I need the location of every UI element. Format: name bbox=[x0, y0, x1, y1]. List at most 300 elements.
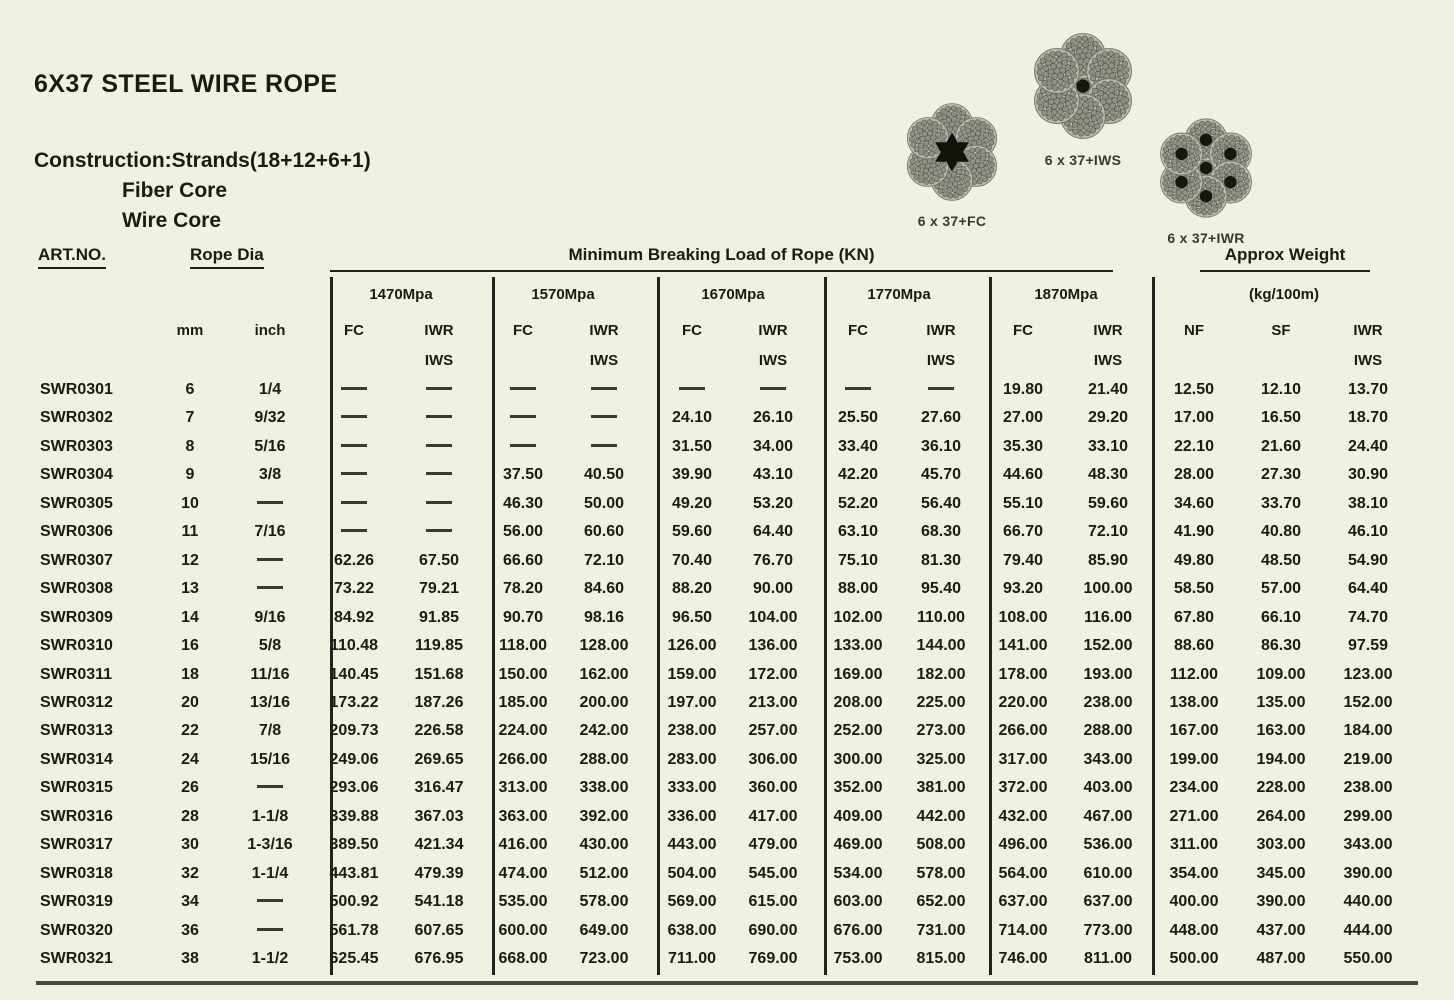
table-row-SWR0303-weight-iwr: 24.40 bbox=[1347, 438, 1389, 455]
table-row-SWR0320-art-no: SWR0320 bbox=[40, 922, 113, 939]
table-row-SWR0316-1770Mpa-iwr: 442.00 bbox=[916, 808, 966, 825]
table-row-SWR0315-1870Mpa-fc: 372.00 bbox=[998, 779, 1048, 796]
table-row-SWR0318-weight-iwr: 390.00 bbox=[1343, 865, 1393, 882]
table-row-SWR0313-1470Mpa-iwr: 226.58 bbox=[414, 722, 464, 739]
table-row-SWR0318-art-no: SWR0318 bbox=[40, 865, 113, 882]
table-row-SWR0314-1770Mpa-iwr: 325.00 bbox=[916, 751, 966, 768]
table-row-SWR0302-1670Mpa-fc: 24.10 bbox=[671, 409, 713, 426]
empty-value-dash bbox=[341, 387, 367, 390]
table-row-SWR0303-1870Mpa-iwr: 33.10 bbox=[1087, 438, 1129, 455]
table-row-SWR0318-mm: 32 bbox=[181, 865, 199, 882]
table-row-SWR0304-1470Mpa-fc bbox=[341, 466, 367, 484]
table-row-SWR0303-1670Mpa-iwr: 34.00 bbox=[752, 438, 794, 455]
table-row-SWR0306-weight-nf: 41.90 bbox=[1173, 523, 1215, 540]
table-row-SWR0316-1870Mpa-iwr: 467.00 bbox=[1083, 808, 1133, 825]
breaking-load-underline bbox=[330, 270, 1113, 272]
table-row-SWR0302-1470Mpa-iwr bbox=[426, 409, 452, 427]
table-row-SWR0305-1570Mpa-fc: 46.30 bbox=[502, 495, 544, 512]
table-row-SWR0309-weight-iwr: 74.70 bbox=[1347, 609, 1389, 626]
subheader-iws-1570Mpa: IWS bbox=[589, 352, 619, 369]
table-row-SWR0303-1770Mpa-iwr: 36.10 bbox=[920, 438, 962, 455]
table-row-SWR0310-1870Mpa-fc: 141.00 bbox=[998, 637, 1048, 654]
table-row-SWR0308-mm: 13 bbox=[181, 580, 199, 597]
empty-value-dash bbox=[341, 472, 367, 475]
table-row-SWR0308-1870Mpa-fc: 93.20 bbox=[1002, 580, 1044, 597]
table-row-SWR0309-weight-sf: 66.10 bbox=[1260, 609, 1302, 626]
table-row-SWR0315-weight-sf: 228.00 bbox=[1256, 779, 1306, 796]
table-row-SWR0313-1870Mpa-iwr: 288.00 bbox=[1083, 722, 1133, 739]
subheader-sf: SF bbox=[1271, 322, 1291, 339]
table-row-SWR0315-1470Mpa-iwr: 316.47 bbox=[414, 779, 464, 796]
empty-value-dash bbox=[257, 785, 283, 788]
table-row-SWR0320-weight-nf: 448.00 bbox=[1169, 922, 1219, 939]
table-row-SWR0310-weight-iwr: 97.59 bbox=[1347, 637, 1389, 654]
table-row-SWR0301-1870Mpa-fc: 19.80 bbox=[1002, 381, 1044, 398]
group-separator-1870Mpa bbox=[989, 277, 992, 975]
table-row-SWR0321-1470Mpa-iwr: 676.95 bbox=[414, 950, 464, 967]
approx-weight-underline bbox=[1200, 270, 1370, 272]
table-row-SWR0312-weight-sf: 135.00 bbox=[1256, 694, 1306, 711]
table-row-SWR0311-1570Mpa-fc: 150.00 bbox=[498, 666, 548, 683]
table-row-SWR0311-1770Mpa-fc: 169.00 bbox=[833, 666, 883, 683]
table-row-SWR0319-weight-iwr: 440.00 bbox=[1343, 893, 1393, 910]
empty-value-dash bbox=[510, 387, 536, 390]
table-row-SWR0308-art-no: SWR0308 bbox=[40, 580, 113, 597]
table-row-SWR0317-1770Mpa-iwr: 508.00 bbox=[916, 836, 966, 853]
table-row-SWR0303-weight-sf: 21.60 bbox=[1260, 438, 1302, 455]
table-row-SWR0305-1570Mpa-iwr: 50.00 bbox=[583, 495, 625, 512]
table-row-SWR0320-1670Mpa-fc: 638.00 bbox=[667, 922, 717, 939]
subheader-weight-iwr: IWR bbox=[1353, 322, 1383, 339]
table-row-SWR0313-inch: 7/8 bbox=[258, 722, 282, 739]
table-row-SWR0302-1470Mpa-fc bbox=[341, 409, 367, 427]
table-row-SWR0311-weight-nf: 112.00 bbox=[1169, 666, 1219, 683]
table-row-SWR0304-1870Mpa-iwr: 48.30 bbox=[1087, 466, 1129, 483]
table-row-SWR0313-1670Mpa-fc: 238.00 bbox=[667, 722, 717, 739]
table-row-SWR0303-1470Mpa-iwr bbox=[426, 438, 452, 456]
table-row-SWR0302-art-no: SWR0302 bbox=[40, 409, 113, 426]
empty-value-dash bbox=[426, 472, 452, 475]
table-row-SWR0317-weight-iwr: 343.00 bbox=[1343, 836, 1393, 853]
table-row-SWR0318-1870Mpa-fc: 564.00 bbox=[998, 865, 1048, 882]
table-row-SWR0319-1770Mpa-iwr: 652.00 bbox=[916, 893, 966, 910]
table-row-SWR0305-weight-iwr: 38.10 bbox=[1347, 495, 1389, 512]
subheader-fc-1770Mpa: FC bbox=[848, 322, 868, 339]
subheader-iwr-1470Mpa: IWR bbox=[424, 322, 454, 339]
table-row-SWR0306-1470Mpa-iwr bbox=[426, 523, 452, 541]
table-row-SWR0306-1570Mpa-iwr: 60.60 bbox=[583, 523, 625, 540]
table-row-SWR0310-1470Mpa-iwr: 119.85 bbox=[414, 637, 464, 654]
column-header-rope-dia: Rope Dia bbox=[190, 245, 264, 269]
table-row-SWR0305-1770Mpa-iwr: 56.40 bbox=[920, 495, 962, 512]
table-row-SWR0321-1670Mpa-iwr: 769.00 bbox=[748, 950, 798, 967]
table-row-SWR0307-weight-nf: 49.80 bbox=[1173, 552, 1215, 569]
table-row-SWR0320-1670Mpa-iwr: 690.00 bbox=[748, 922, 798, 939]
table-row-SWR0309-1470Mpa-iwr: 91.85 bbox=[418, 609, 460, 626]
table-row-SWR0311-1870Mpa-fc: 178.00 bbox=[998, 666, 1048, 683]
table-row-SWR0314-1470Mpa-fc: 249.06 bbox=[329, 751, 379, 768]
table-row-SWR0318-1870Mpa-iwr: 610.00 bbox=[1083, 865, 1133, 882]
table-row-SWR0316-weight-sf: 264.00 bbox=[1256, 808, 1306, 825]
table-row-SWR0309-art-no: SWR0309 bbox=[40, 609, 113, 626]
table-row-SWR0309-1870Mpa-iwr: 116.00 bbox=[1083, 609, 1133, 626]
table-row-SWR0317-1870Mpa-iwr: 536.00 bbox=[1083, 836, 1133, 853]
table-row-SWR0321-1770Mpa-fc: 753.00 bbox=[833, 950, 883, 967]
table-row-SWR0312-1670Mpa-iwr: 213.00 bbox=[748, 694, 798, 711]
empty-value-dash bbox=[341, 415, 367, 418]
subheader-fc-1470Mpa: FC bbox=[344, 322, 364, 339]
table-row-SWR0307-1770Mpa-iwr: 81.30 bbox=[920, 552, 962, 569]
table-row-SWR0321-1870Mpa-iwr: 811.00 bbox=[1083, 950, 1133, 967]
table-row-SWR0306-weight-sf: 40.80 bbox=[1260, 523, 1302, 540]
table-row-SWR0307-1470Mpa-iwr: 67.50 bbox=[418, 552, 460, 569]
table-row-SWR0308-weight-sf: 57.00 bbox=[1260, 580, 1302, 597]
table-row-SWR0307-weight-sf: 48.50 bbox=[1260, 552, 1302, 569]
table-row-SWR0320-1870Mpa-fc: 714.00 bbox=[998, 922, 1048, 939]
table-row-SWR0310-1870Mpa-iwr: 152.00 bbox=[1083, 637, 1133, 654]
table-row-SWR0318-1570Mpa-iwr: 512.00 bbox=[579, 865, 629, 882]
table-row-SWR0319-1470Mpa-iwr: 541.18 bbox=[414, 893, 464, 910]
grade-label-1670Mpa: 1670Mpa bbox=[701, 286, 765, 303]
table-row-SWR0312-weight-nf: 138.00 bbox=[1169, 694, 1219, 711]
table-row-SWR0316-1770Mpa-fc: 409.00 bbox=[833, 808, 883, 825]
table-row-SWR0317-1470Mpa-fc: 389.50 bbox=[329, 836, 379, 853]
table-row-SWR0311-art-no: SWR0311 bbox=[40, 666, 113, 683]
table-row-SWR0304-mm: 9 bbox=[185, 466, 195, 483]
table-row-SWR0319-1870Mpa-fc: 637.00 bbox=[998, 893, 1048, 910]
table-row-SWR0309-1670Mpa-fc: 96.50 bbox=[671, 609, 713, 626]
table-row-SWR0309-1570Mpa-iwr: 98.16 bbox=[583, 609, 625, 626]
empty-value-dash bbox=[426, 415, 452, 418]
empty-value-dash bbox=[591, 415, 617, 418]
table-row-SWR0317-weight-nf: 311.00 bbox=[1169, 836, 1219, 853]
table-row-SWR0320-1870Mpa-iwr: 773.00 bbox=[1083, 922, 1133, 939]
table-row-SWR0305-mm: 10 bbox=[181, 495, 199, 512]
table-row-SWR0318-1570Mpa-fc: 474.00 bbox=[498, 865, 548, 882]
table-row-SWR0321-inch: 1-1/2 bbox=[251, 950, 289, 967]
table-row-SWR0307-1670Mpa-iwr: 76.70 bbox=[752, 552, 794, 569]
table-row-SWR0304-1570Mpa-iwr: 40.50 bbox=[583, 466, 625, 483]
empty-value-dash bbox=[257, 558, 283, 561]
table-row-SWR0311-1470Mpa-fc: 140.45 bbox=[329, 666, 379, 683]
table-row-SWR0310-weight-nf: 88.60 bbox=[1173, 637, 1215, 654]
table-row-SWR0306-1770Mpa-fc: 63.10 bbox=[837, 523, 879, 540]
table-row-SWR0315-1870Mpa-iwr: 403.00 bbox=[1083, 779, 1133, 796]
table-row-SWR0307-art-no: SWR0307 bbox=[40, 552, 113, 569]
table-row-SWR0315-1670Mpa-fc: 333.00 bbox=[667, 779, 717, 796]
table-row-SWR0319-mm: 34 bbox=[181, 893, 199, 910]
table-row-SWR0318-inch: 1-1/4 bbox=[251, 865, 289, 882]
table-row-SWR0303-weight-nf: 22.10 bbox=[1173, 438, 1215, 455]
table-row-SWR0315-1570Mpa-fc: 313.00 bbox=[498, 779, 548, 796]
table-row-SWR0307-1670Mpa-fc: 70.40 bbox=[671, 552, 713, 569]
table-row-SWR0314-1470Mpa-iwr: 269.65 bbox=[414, 751, 464, 768]
table-row-SWR0306-1670Mpa-fc: 59.60 bbox=[671, 523, 713, 540]
subheader-iws-1670Mpa: IWS bbox=[758, 352, 788, 369]
table-row-SWR0312-1870Mpa-fc: 220.00 bbox=[998, 694, 1048, 711]
table-row-SWR0320-1470Mpa-fc: 561.78 bbox=[329, 922, 379, 939]
table-row-SWR0301-mm: 6 bbox=[185, 381, 195, 398]
table-row-SWR0314-mm: 24 bbox=[181, 751, 199, 768]
table-row-SWR0310-1470Mpa-fc: 110.48 bbox=[329, 637, 379, 654]
table-row-SWR0303-1470Mpa-fc bbox=[341, 438, 367, 456]
table-row-SWR0314-1570Mpa-fc: 266.00 bbox=[498, 751, 548, 768]
table-row-SWR0313-1870Mpa-fc: 266.00 bbox=[998, 722, 1048, 739]
table-row-SWR0319-1770Mpa-fc: 603.00 bbox=[833, 893, 883, 910]
table-row-SWR0311-weight-iwr: 123.00 bbox=[1343, 666, 1393, 683]
table-row-SWR0321-1470Mpa-fc: 625.45 bbox=[329, 950, 379, 967]
table-row-SWR0312-1770Mpa-fc: 208.00 bbox=[833, 694, 883, 711]
table-row-SWR0314-1670Mpa-iwr: 306.00 bbox=[748, 751, 798, 768]
table-row-SWR0314-art-no: SWR0314 bbox=[40, 751, 113, 768]
table-row-SWR0301-1670Mpa-iwr bbox=[760, 381, 786, 399]
table-row-SWR0308-1670Mpa-iwr: 90.00 bbox=[752, 580, 794, 597]
empty-value-dash bbox=[257, 899, 283, 902]
table-row-SWR0302-1770Mpa-fc: 25.50 bbox=[837, 409, 879, 426]
table-row-SWR0321-1670Mpa-fc: 711.00 bbox=[667, 950, 717, 967]
table-row-SWR0313-weight-iwr: 184.00 bbox=[1343, 722, 1393, 739]
table-row-SWR0314-weight-iwr: 219.00 bbox=[1343, 751, 1393, 768]
table-row-SWR0302-weight-iwr: 18.70 bbox=[1347, 409, 1389, 426]
diagram-caption: 6 x 37+FC bbox=[917, 213, 987, 229]
table-row-SWR0321-weight-sf: 487.00 bbox=[1256, 950, 1306, 967]
table-row-SWR0313-weight-sf: 163.00 bbox=[1256, 722, 1306, 739]
table-row-SWR0318-weight-sf: 345.00 bbox=[1256, 865, 1306, 882]
table-row-SWR0314-inch: 15/16 bbox=[249, 751, 291, 768]
table-row-SWR0304-1770Mpa-fc: 42.20 bbox=[837, 466, 879, 483]
table-row-SWR0310-inch: 5/8 bbox=[258, 637, 282, 654]
table-row-SWR0313-1570Mpa-iwr: 242.00 bbox=[579, 722, 629, 739]
table-row-SWR0315-1770Mpa-fc: 352.00 bbox=[833, 779, 883, 796]
construction-wire-core: Wire Core bbox=[122, 209, 222, 232]
table-row-SWR0310-1770Mpa-iwr: 144.00 bbox=[916, 637, 966, 654]
table-row-SWR0304-art-no: SWR0304 bbox=[40, 466, 113, 483]
table-row-SWR0318-1770Mpa-iwr: 578.00 bbox=[916, 865, 966, 882]
table-row-SWR0303-mm: 8 bbox=[185, 438, 195, 455]
table-row-SWR0303-1770Mpa-fc: 33.40 bbox=[837, 438, 879, 455]
table-row-SWR0306-inch: 7/16 bbox=[254, 523, 286, 540]
table-row-SWR0303-1870Mpa-fc: 35.30 bbox=[1002, 438, 1044, 455]
table-row-SWR0317-1770Mpa-fc: 469.00 bbox=[833, 836, 883, 853]
table-row-SWR0316-inch: 1-1/8 bbox=[251, 808, 289, 825]
empty-value-dash bbox=[510, 415, 536, 418]
table-row-SWR0320-1570Mpa-fc: 600.00 bbox=[498, 922, 548, 939]
table-row-SWR0315-mm: 26 bbox=[181, 779, 199, 796]
table-row-SWR0305-1470Mpa-iwr bbox=[426, 495, 452, 513]
table-row-SWR0305-weight-nf: 34.60 bbox=[1173, 495, 1215, 512]
table-row-SWR0308-weight-iwr: 64.40 bbox=[1347, 580, 1389, 597]
table-row-SWR0307-1870Mpa-fc: 79.40 bbox=[1002, 552, 1044, 569]
table-row-SWR0302-1870Mpa-iwr: 29.20 bbox=[1087, 409, 1129, 426]
table-row-SWR0309-1770Mpa-iwr: 110.00 bbox=[916, 609, 966, 626]
table-row-SWR0302-1870Mpa-fc: 27.00 bbox=[1002, 409, 1044, 426]
table-row-SWR0301-1570Mpa-iwr bbox=[591, 381, 617, 399]
table-row-SWR0308-1870Mpa-iwr: 100.00 bbox=[1083, 580, 1133, 597]
table-row-SWR0321-1570Mpa-fc: 668.00 bbox=[498, 950, 548, 967]
table-row-SWR0311-weight-sf: 109.00 bbox=[1256, 666, 1306, 683]
table-row-SWR0312-inch: 13/16 bbox=[249, 694, 291, 711]
table-row-SWR0307-1570Mpa-fc: 66.60 bbox=[502, 552, 544, 569]
table-row-SWR0314-1870Mpa-fc: 317.00 bbox=[998, 751, 1048, 768]
group-separator-1770Mpa bbox=[824, 277, 827, 975]
table-row-SWR0301-weight-sf: 12.10 bbox=[1260, 381, 1302, 398]
table-row-SWR0316-weight-nf: 271.00 bbox=[1169, 808, 1219, 825]
table-row-SWR0313-1470Mpa-fc: 209.73 bbox=[329, 722, 379, 739]
table-row-SWR0309-1770Mpa-fc: 102.00 bbox=[833, 609, 883, 626]
table-row-SWR0306-1870Mpa-iwr: 72.10 bbox=[1087, 523, 1129, 540]
table-row-SWR0312-1470Mpa-fc: 173.22 bbox=[329, 694, 379, 711]
table-row-SWR0319-art-no: SWR0319 bbox=[40, 893, 113, 910]
table-row-SWR0302-weight-sf: 16.50 bbox=[1260, 409, 1302, 426]
table-row-SWR0317-1570Mpa-fc: 416.00 bbox=[498, 836, 548, 853]
table-row-SWR0321-mm: 38 bbox=[181, 950, 199, 967]
table-row-SWR0317-1670Mpa-fc: 443.00 bbox=[667, 836, 717, 853]
table-row-SWR0310-art-no: SWR0310 bbox=[40, 637, 113, 654]
table-row-SWR0307-inch bbox=[257, 552, 283, 570]
table-row-SWR0315-inch bbox=[257, 779, 283, 797]
table-row-SWR0305-weight-sf: 33.70 bbox=[1260, 495, 1302, 512]
subheader-iws-1870Mpa: IWS bbox=[1093, 352, 1123, 369]
table-row-SWR0318-1470Mpa-fc: 443.81 bbox=[329, 865, 379, 882]
table-row-SWR0301-1770Mpa-iwr bbox=[928, 381, 954, 399]
table-row-SWR0316-mm: 28 bbox=[181, 808, 199, 825]
table-row-SWR0314-1570Mpa-iwr: 288.00 bbox=[579, 751, 629, 768]
table-row-SWR0309-inch: 9/16 bbox=[254, 609, 286, 626]
table-row-SWR0321-1570Mpa-iwr: 723.00 bbox=[579, 950, 629, 967]
table-row-SWR0301-1670Mpa-fc bbox=[679, 381, 705, 399]
table-bottom-rule bbox=[36, 981, 1418, 985]
subheader-inch: inch bbox=[254, 322, 286, 339]
table-row-SWR0304-1470Mpa-iwr bbox=[426, 466, 452, 484]
table-row-SWR0316-1870Mpa-fc: 432.00 bbox=[998, 808, 1048, 825]
empty-value-dash bbox=[426, 387, 452, 390]
table-row-SWR0302-mm: 7 bbox=[185, 409, 195, 426]
table-row-SWR0316-1670Mpa-fc: 336.00 bbox=[667, 808, 717, 825]
table-row-SWR0310-1570Mpa-fc: 118.00 bbox=[498, 637, 548, 654]
table-row-SWR0307-1570Mpa-iwr: 72.10 bbox=[583, 552, 625, 569]
table-row-SWR0307-1470Mpa-fc: 62.26 bbox=[333, 552, 375, 569]
table-row-SWR0320-1470Mpa-iwr: 607.65 bbox=[414, 922, 464, 939]
table-row-SWR0318-weight-nf: 354.00 bbox=[1169, 865, 1219, 882]
empty-value-dash bbox=[341, 529, 367, 532]
table-row-SWR0301-inch: 1/4 bbox=[258, 381, 282, 398]
table-row-SWR0317-weight-sf: 303.00 bbox=[1256, 836, 1306, 853]
table-row-SWR0315-art-no: SWR0315 bbox=[40, 779, 113, 796]
table-row-SWR0306-1670Mpa-iwr: 64.40 bbox=[752, 523, 794, 540]
table-row-SWR0313-mm: 22 bbox=[181, 722, 199, 739]
table-row-SWR0319-1570Mpa-iwr: 578.00 bbox=[579, 893, 629, 910]
grade-label-1770Mpa: 1770Mpa bbox=[867, 286, 931, 303]
grade-label-1470Mpa: 1470Mpa bbox=[369, 286, 433, 303]
table-row-SWR0305-1870Mpa-fc: 55.10 bbox=[1002, 495, 1044, 512]
table-row-SWR0308-inch bbox=[257, 580, 283, 598]
table-row-SWR0316-1670Mpa-iwr: 417.00 bbox=[748, 808, 798, 825]
table-row-SWR0316-1470Mpa-fc: 339.88 bbox=[329, 808, 379, 825]
table-row-SWR0310-1670Mpa-iwr: 136.00 bbox=[748, 637, 798, 654]
diagram-caption: 6 x 37+IWS bbox=[1044, 152, 1122, 168]
table-row-SWR0303-1570Mpa-fc bbox=[510, 438, 536, 456]
table-row-SWR0312-1570Mpa-fc: 185.00 bbox=[498, 694, 548, 711]
table-row-SWR0304-weight-iwr: 30.90 bbox=[1347, 466, 1389, 483]
table-row-SWR0312-1570Mpa-iwr: 200.00 bbox=[579, 694, 629, 711]
table-row-SWR0321-1870Mpa-fc: 746.00 bbox=[998, 950, 1048, 967]
table-row-SWR0318-1770Mpa-fc: 534.00 bbox=[833, 865, 883, 882]
subheader-fc-1870Mpa: FC bbox=[1013, 322, 1033, 339]
table-row-SWR0321-art-no: SWR0321 bbox=[40, 950, 113, 967]
table-row-SWR0315-1570Mpa-iwr: 338.00 bbox=[579, 779, 629, 796]
subheader-mm: mm bbox=[176, 322, 204, 339]
page-title: 6X37 STEEL WIRE ROPE bbox=[34, 70, 338, 98]
table-row-SWR0308-1570Mpa-fc: 78.20 bbox=[502, 580, 544, 597]
table-row-SWR0307-mm: 12 bbox=[181, 552, 199, 569]
table-row-SWR0302-1570Mpa-iwr bbox=[591, 409, 617, 427]
table-row-SWR0312-1770Mpa-iwr: 225.00 bbox=[916, 694, 966, 711]
group-separator-1670Mpa bbox=[657, 277, 660, 975]
table-row-SWR0301-1870Mpa-iwr: 21.40 bbox=[1087, 381, 1129, 398]
empty-value-dash bbox=[591, 444, 617, 447]
table-row-SWR0319-1570Mpa-fc: 535.00 bbox=[498, 893, 548, 910]
table-row-SWR0304-1770Mpa-iwr: 45.70 bbox=[920, 466, 962, 483]
table-row-SWR0314-1670Mpa-fc: 283.00 bbox=[667, 751, 717, 768]
table-row-SWR0304-1870Mpa-fc: 44.60 bbox=[1002, 466, 1044, 483]
table-row-SWR0301-1470Mpa-fc bbox=[341, 381, 367, 399]
table-row-SWR0308-weight-nf: 58.50 bbox=[1173, 580, 1215, 597]
table-row-SWR0319-1670Mpa-fc: 569.00 bbox=[667, 893, 717, 910]
table-row-SWR0304-weight-sf: 27.30 bbox=[1260, 466, 1302, 483]
table-row-SWR0311-1470Mpa-iwr: 151.68 bbox=[414, 666, 464, 683]
table-row-SWR0318-1670Mpa-fc: 504.00 bbox=[667, 865, 717, 882]
table-row-SWR0302-1670Mpa-iwr: 26.10 bbox=[752, 409, 794, 426]
table-row-SWR0305-1670Mpa-iwr: 53.20 bbox=[752, 495, 794, 512]
table-row-SWR0310-1770Mpa-fc: 133.00 bbox=[833, 637, 883, 654]
table-row-SWR0309-1470Mpa-fc: 84.92 bbox=[333, 609, 375, 626]
table-row-SWR0301-art-no: SWR0301 bbox=[40, 381, 113, 398]
table-row-SWR0313-1770Mpa-iwr: 273.00 bbox=[916, 722, 966, 739]
table-row-SWR0305-art-no: SWR0305 bbox=[40, 495, 113, 512]
table-row-SWR0304-1570Mpa-fc: 37.50 bbox=[502, 466, 544, 483]
table-row-SWR0305-1470Mpa-fc bbox=[341, 495, 367, 513]
table-row-SWR0306-1570Mpa-fc: 56.00 bbox=[502, 523, 544, 540]
table-row-SWR0313-art-no: SWR0313 bbox=[40, 722, 113, 739]
table-row-SWR0306-mm: 11 bbox=[181, 523, 199, 540]
table-row-SWR0306-1470Mpa-fc bbox=[341, 523, 367, 541]
table-row-SWR0301-weight-nf: 12.50 bbox=[1173, 381, 1215, 398]
table-row-SWR0318-1470Mpa-iwr: 479.39 bbox=[414, 865, 464, 882]
table-row-SWR0311-1570Mpa-iwr: 162.00 bbox=[579, 666, 629, 683]
table-row-SWR0315-1770Mpa-iwr: 381.00 bbox=[916, 779, 966, 796]
table-row-SWR0313-weight-nf: 167.00 bbox=[1169, 722, 1219, 739]
table-row-SWR0320-1570Mpa-iwr: 649.00 bbox=[579, 922, 629, 939]
table-row-SWR0301-1770Mpa-fc bbox=[845, 381, 871, 399]
table-row-SWR0315-1470Mpa-fc: 293.06 bbox=[329, 779, 379, 796]
table-row-SWR0310-weight-sf: 86.30 bbox=[1260, 637, 1302, 654]
empty-value-dash bbox=[591, 387, 617, 390]
table-row-SWR0302-weight-nf: 17.00 bbox=[1173, 409, 1215, 426]
table-row-SWR0303-inch: 5/16 bbox=[254, 438, 286, 455]
subheader-iwr-1570Mpa: IWR bbox=[589, 322, 619, 339]
empty-value-dash bbox=[426, 444, 452, 447]
table-row-SWR0305-1670Mpa-fc: 49.20 bbox=[671, 495, 713, 512]
table-row-SWR0301-1470Mpa-iwr bbox=[426, 381, 452, 399]
table-row-SWR0305-inch bbox=[257, 495, 283, 513]
table-row-SWR0307-1870Mpa-iwr: 85.90 bbox=[1087, 552, 1129, 569]
table-row-SWR0317-1470Mpa-iwr: 421.34 bbox=[414, 836, 464, 853]
table-row-SWR0316-1570Mpa-iwr: 392.00 bbox=[579, 808, 629, 825]
subheader-fc-1670Mpa: FC bbox=[682, 322, 702, 339]
table-row-SWR0302-1770Mpa-iwr: 27.60 bbox=[920, 409, 962, 426]
empty-value-dash bbox=[257, 501, 283, 504]
subheader-fc-1570Mpa: FC bbox=[513, 322, 533, 339]
